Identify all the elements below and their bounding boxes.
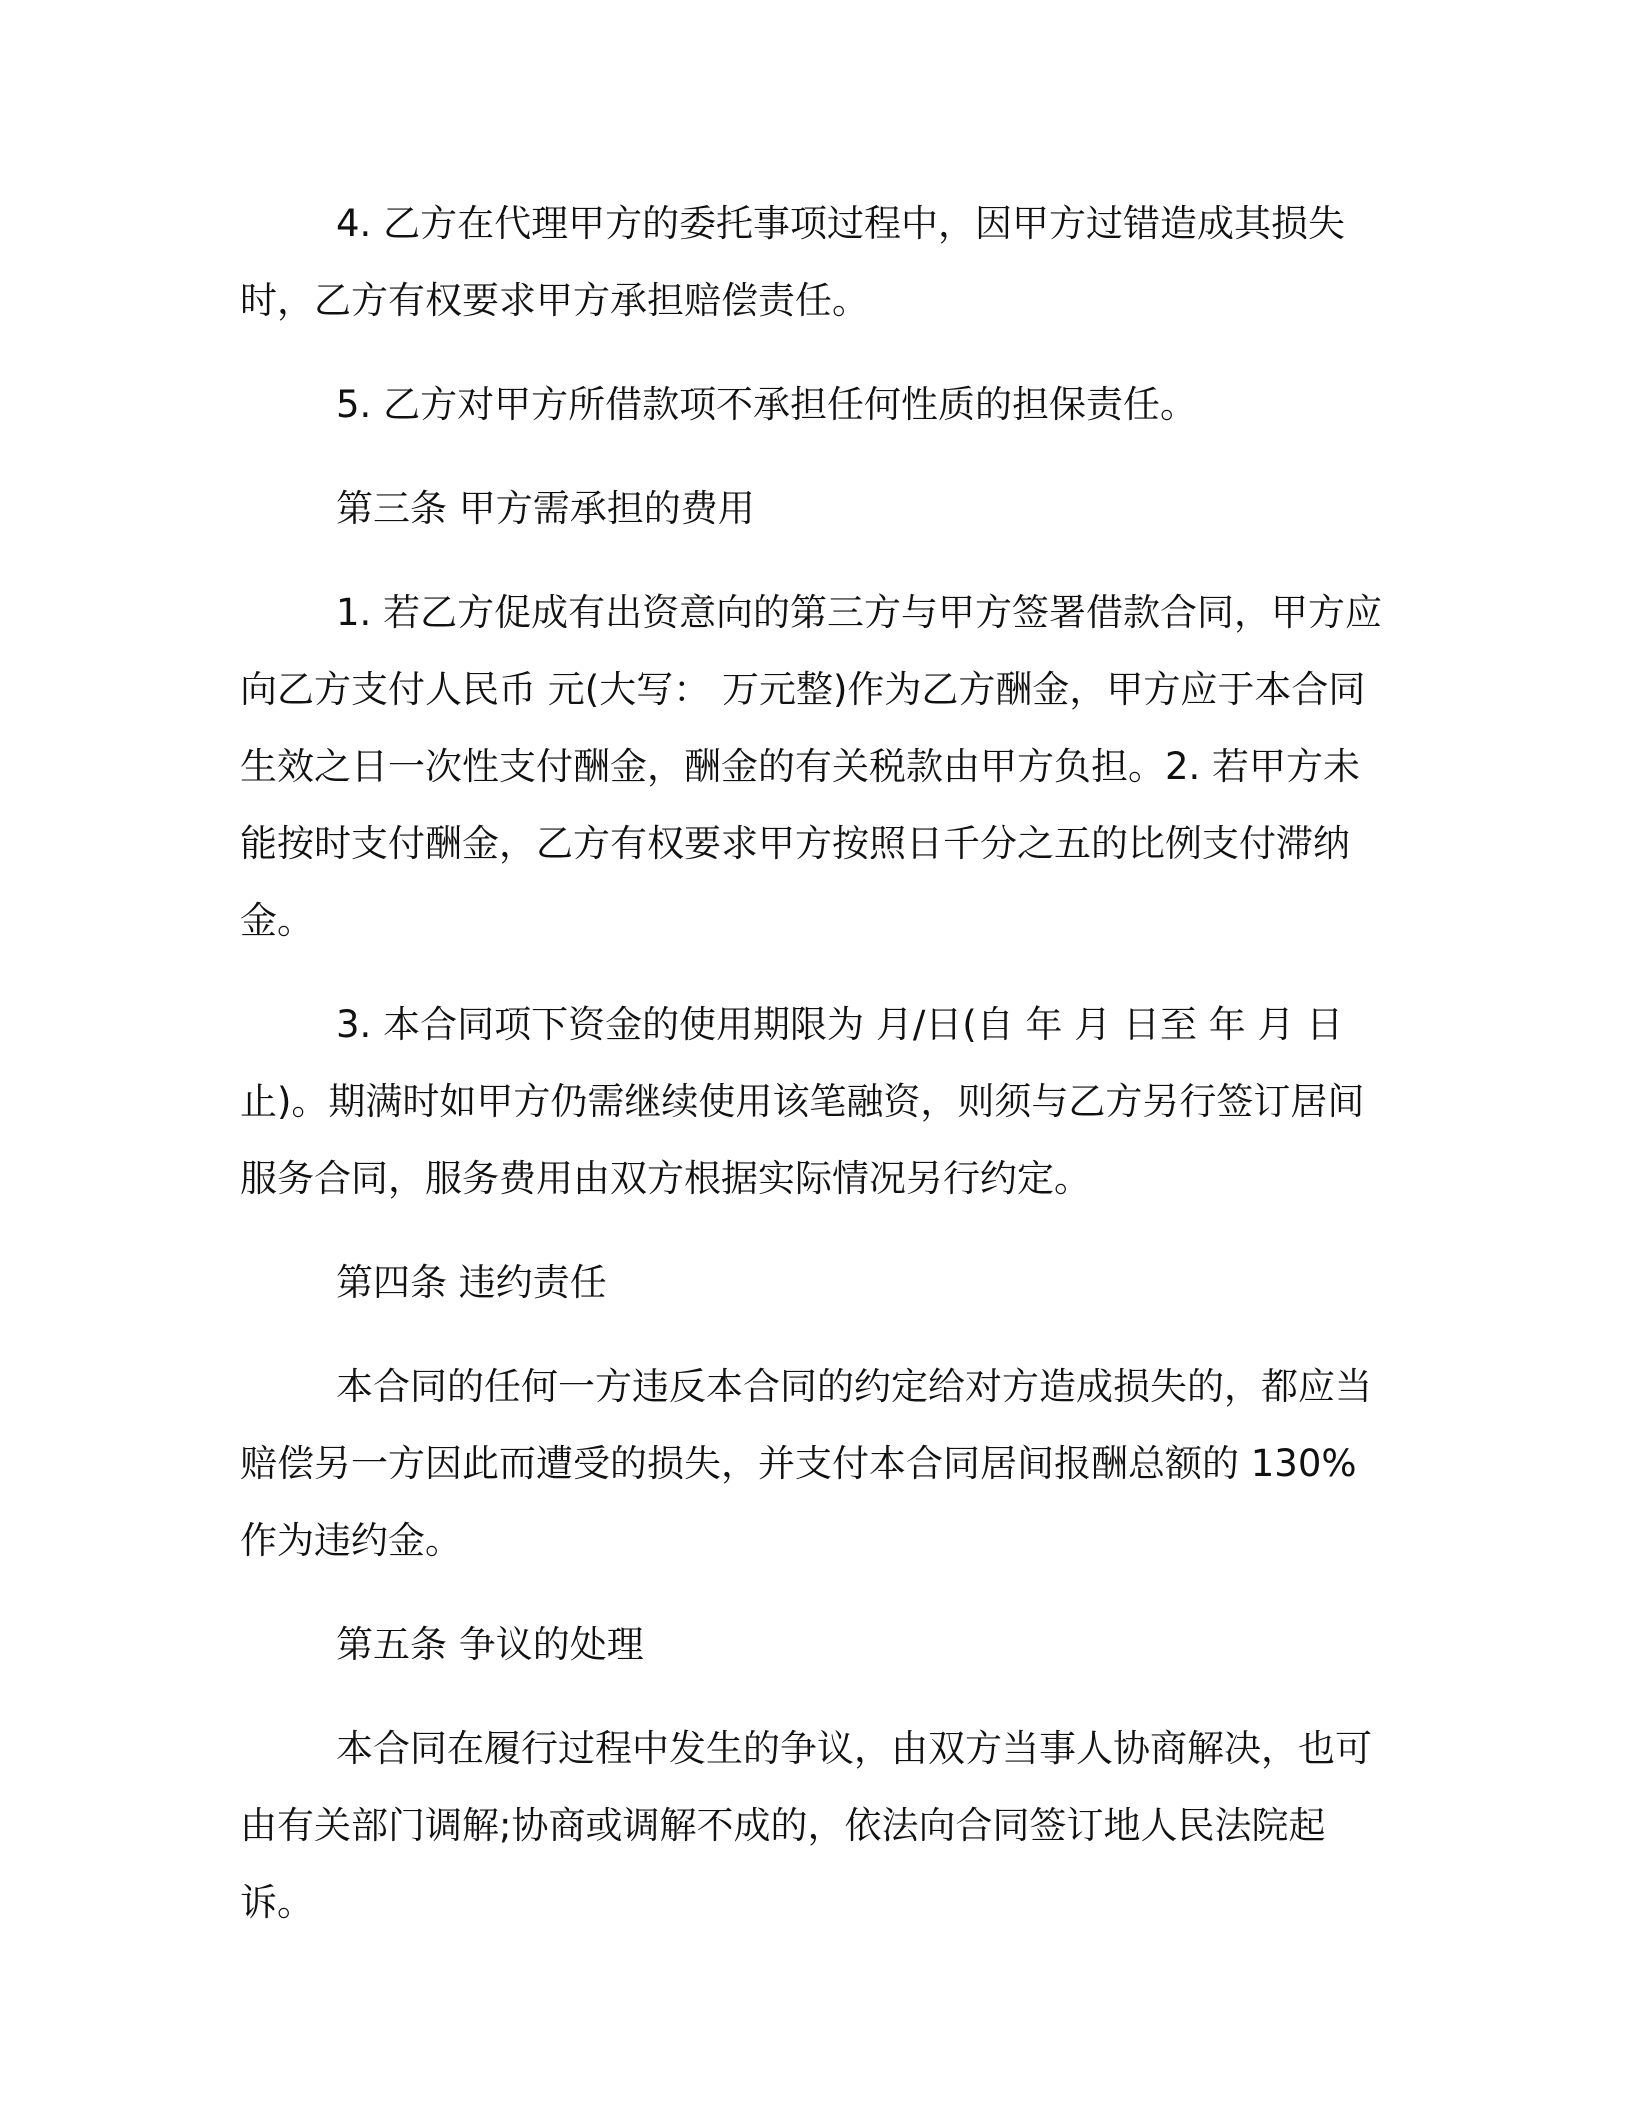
article-3-heading: 第三条 甲方需承担的费用: [336, 487, 755, 530]
breach-liability-paragraph: 本合同的任何一方违反本合同的约定给对方造成损失的，都应当赔偿另一方因此而遭受的损失，并支付本合同居间报酬总额的 130% 作为违约金。: [240, 1365, 1372, 1562]
clause-3-items-1-2: 1. 若乙方促成有出资意向的第三方与甲方签署借款合同，甲方应向乙方支付人民币 元(大写： 万元整)作为乙方酬金，甲方应于本合同生效之日一次性支付酬金，酬金的有关税款由甲方负担。2. 若甲方未能按时支付酬金，乙方有权要求甲方按照日千分之五的比例支付滞纳金。: [240, 591, 1383, 942]
dispute-resolution-paragraph: 本合同在履行过程中发生的争议，由双方当事人协商解决，也可由有关部门调解;协商或调解不成的，依法向合同签订地人民法院起诉。: [240, 1727, 1372, 1924]
clause-3-item-3: 3. 本合同项下资金的使用期限为 月/日(自 年 月 日至 年 月 日止)。期满时如甲方仍需继续使用该笔融资，则须与乙方另行签订居间服务合同，服务费用由双方根据实际情况另行约定。: [240, 1003, 1365, 1200]
document-body: [240, 185, 1390, 1968]
clause-2-item-5: 5. 乙方对甲方所借款项不承担任何性质的担保责任。: [336, 383, 1198, 426]
article-4-heading: 第四条 违约责任: [336, 1261, 607, 1304]
clause-2-item-4: 4. 乙方在代理甲方的委托事项过程中，因甲方过错造成其损失时，乙方有权要求甲方承担赔偿责任。: [240, 202, 1346, 322]
article-5-heading: 第五条 争议的处理: [336, 1623, 644, 1666]
